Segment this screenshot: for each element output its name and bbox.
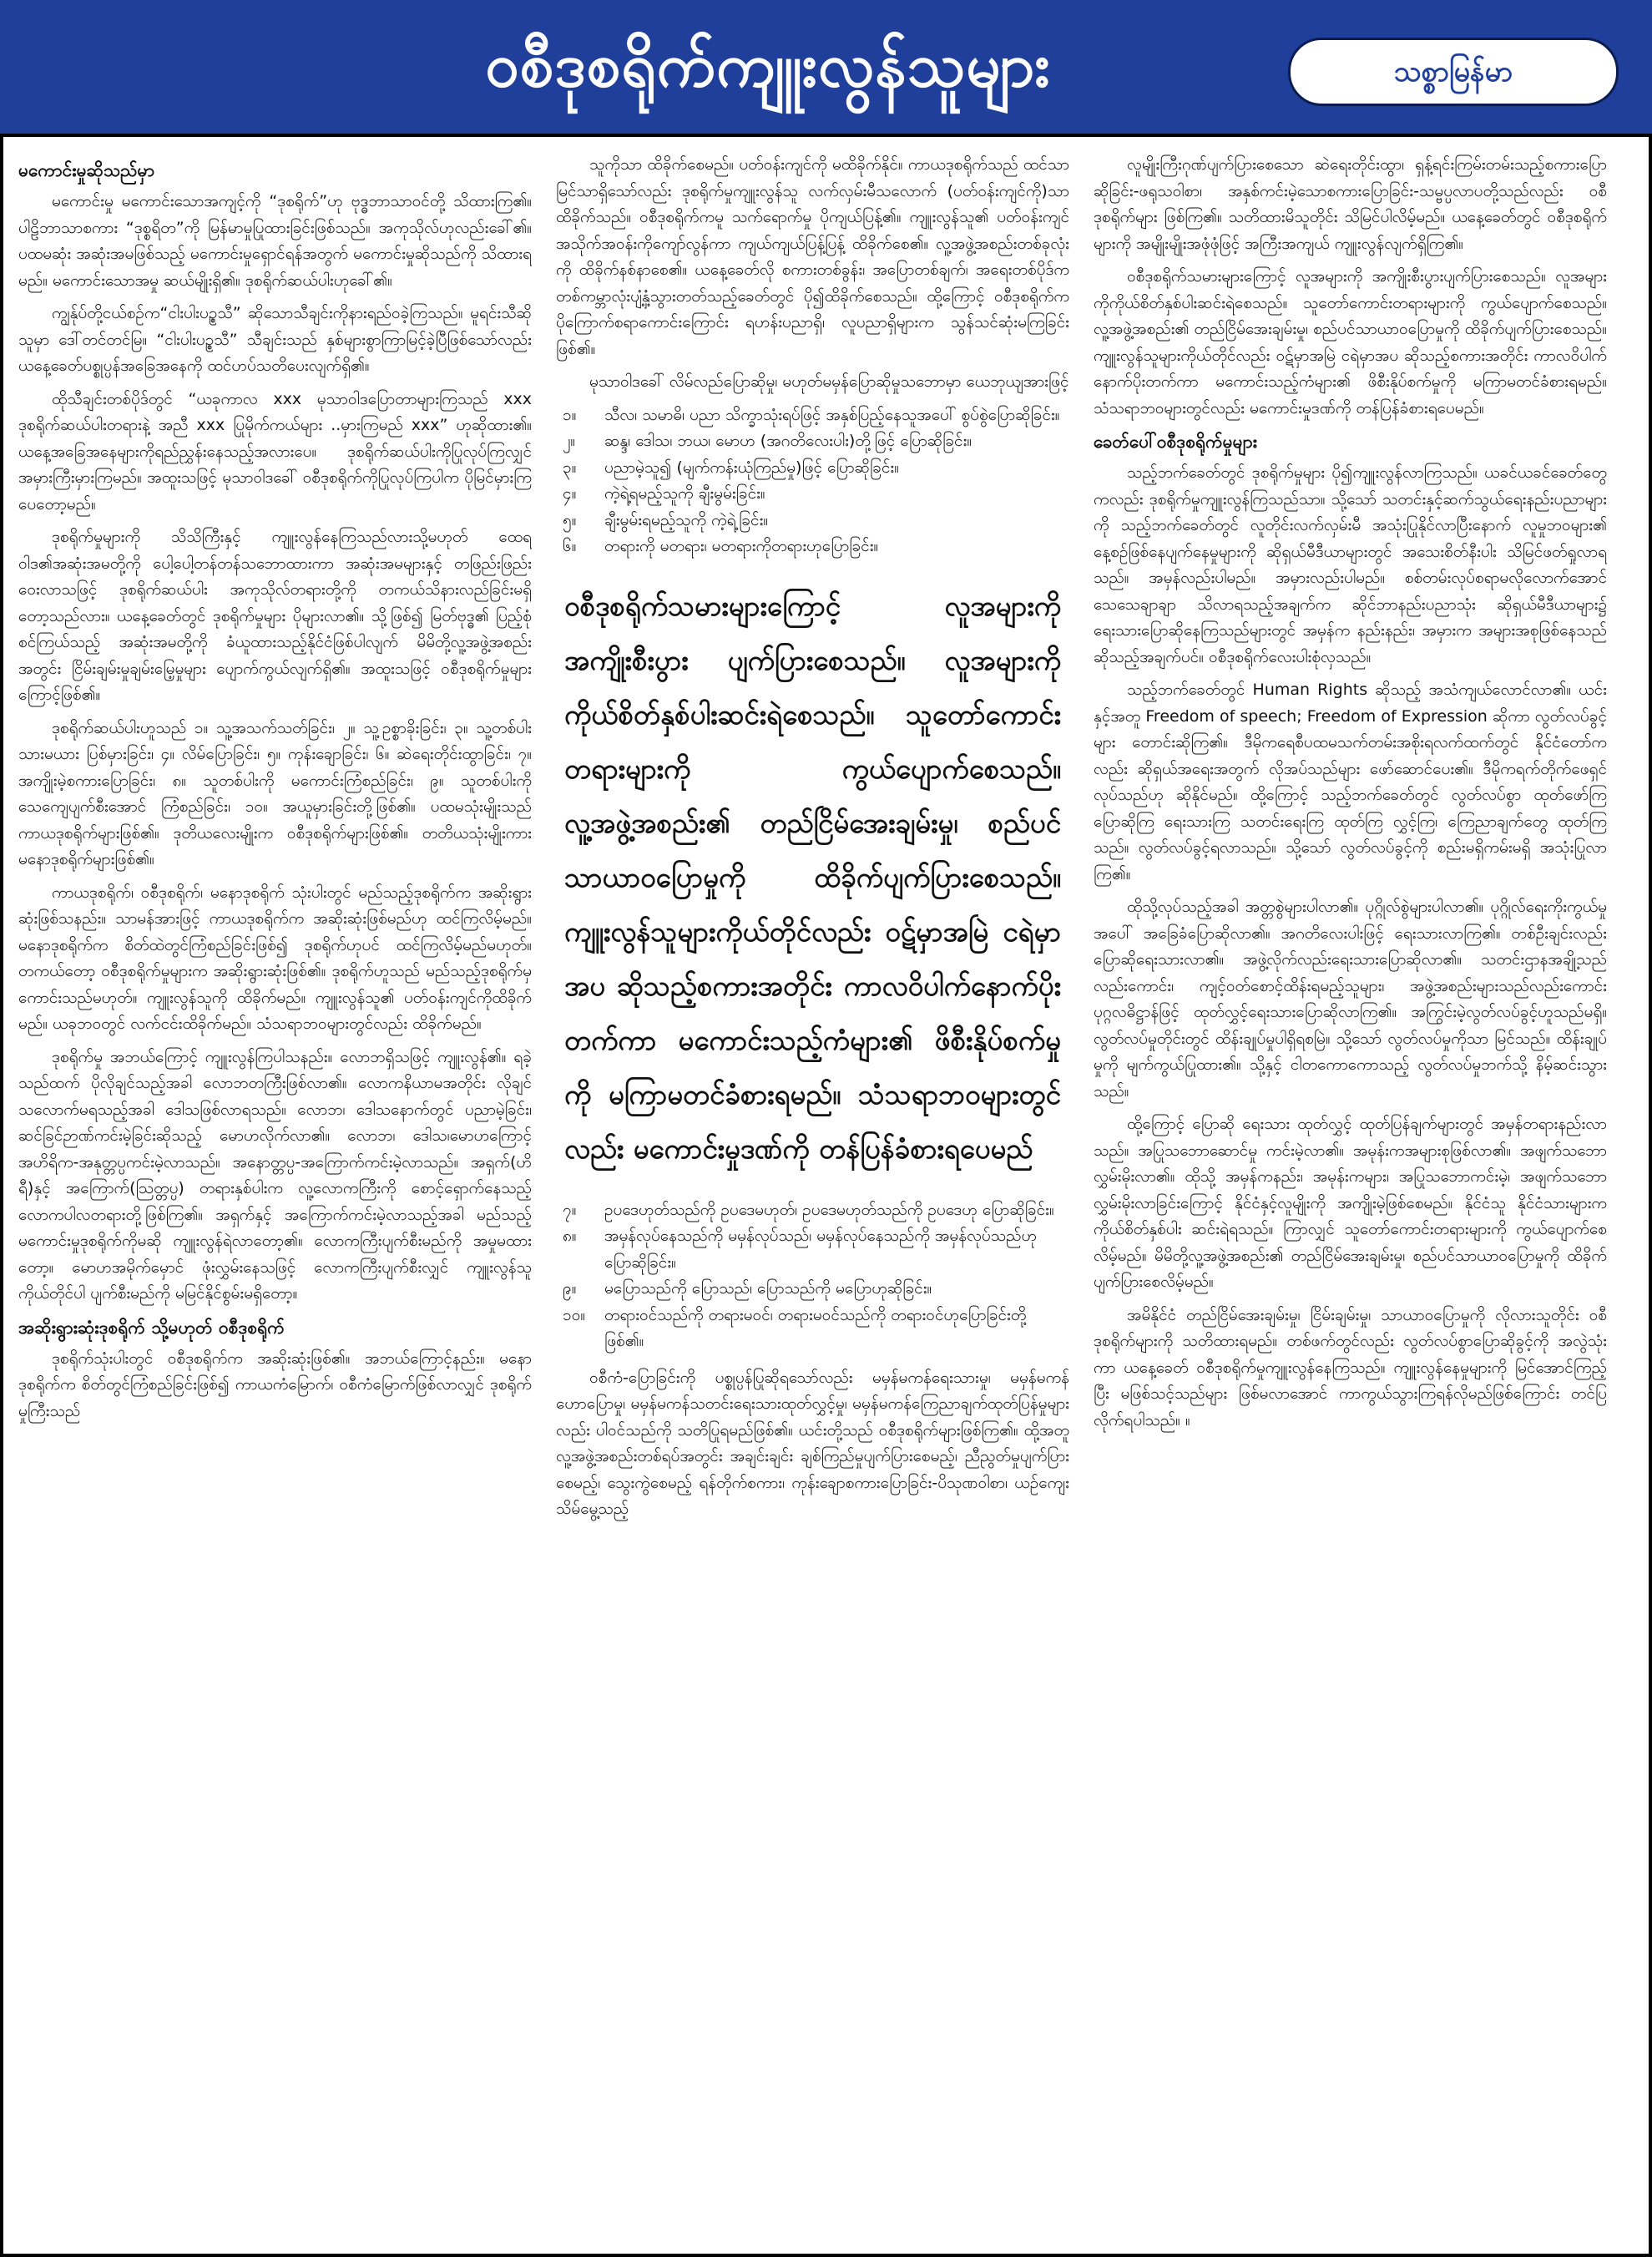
list-item <box>556 1197 1069 1224</box>
paragraph: သည့်ဘက်ခေတ်တွင် Human Rights ဆိုသည့် အသံကျယ်လောင်လာ၏။ ယင်းနှင့်အတူ Freedom of speech; Freedom of Expression ဆိုကာ လွတ်လပ်ခွင့်များ တောင်းဆိုကြ၏။ ဒီမိုကရေစီပထမသက်တမ်းအစိုးရလက်ထက်တွင် နိုင်ငံတော်ကလည်း ဆိုရှယ်အရေးအတွက် လိုအပ်သည်များ ဖော်ဆောင်ပေး၏။ ဒီမိုကရက်တိုက်ဖေရှင်လုပ်သည်ဟု ဆိုနိုင်မည်။ ထို့ကြောင့် သည့်ဘက်ခေတ်တွင် လွတ်လပ်စွာ ထုတ်ဖော်ကြ ပြောဆိုကြ ရေးသားကြ သတင်းရေးကြ ထုတ်ကြ လွှင့်ကြ၊ ကြေညာချက်တွေ ထုတ်ကြသည်။ လွတ်လပ်ခွင့်ရလာသည်။ သို့သော် လွတ်လပ်ခွင့်ကို စည်းမရှိကမ်းမရှိ အသုံးပြုလာကြ၏။ <box>1094 681 1607 883</box>
column-right <box>1094 152 1607 2242</box>
list-item <box>556 508 1069 534</box>
paragraph: ဝစီဒုစရိုက်သမားများကြောင့် လူအများကို အကျိုးစီးပွားပျက်ပြားစေသည်။ လူအများကိုကိုယ်စိတ်နှစ်ပါးဆင်းရဲစေသည်။ သူတော်ကောင်းတရားများကို ကွယ်ပျောက်စေသည်။ လူ့အဖွဲ့အစည်း၏ တည်ငြိမ်အေးချမ်းမှု၊ စည်ပင်သာယာဝပြောမှုကို ထိခိုက်ပျက်ပြားစေသည်။ ကျူးလွန်သူများကိုယ်တိုင်လည်း ဝဋ်မှာအမြဲ ငရဲမှာအပ ဆိုသည့်စကားအတိုင်း ကာလဝိပါက်နောက်ပိုးတက်ကာ မကောင်းသည့်ကံများ၏ ဖိစီးနိုပ်စက်မှုကို မကြာမတင်ခံစားရမည်။ သံသရာဘဝများတွင်လည်း မကောင်းမှုဒဏ်ကို တန်ပြန်ခံစားရပေမည်။ <box>1094 267 1607 417</box>
list-number: ၄။ <box>563 484 577 503</box>
list-number: ၁။ <box>563 405 577 424</box>
list-item <box>556 402 1069 429</box>
list-item <box>556 1303 1069 1355</box>
list-text: တရားဝင်သည်ကို တရားမဝင်၊ တရားမဝင်သည်ကို တရားဝင်ဟုပြောခြင်းတို့ဖြစ်၏။ <box>604 1305 1027 1350</box>
list-text: ဥပဒေဟုတ်သည်ကို ဥပဒေမဟုတ်၊ ဥပဒေမဟုတ်သည်ကို ဥပဒေဟု ပြောဆိုခြင်း။ <box>604 1200 1054 1219</box>
section-heading: ခေတ်ပေါ်ဝစီဒုစရိုက်မှုများ <box>1094 432 1257 452</box>
list-text: ဆန္ဒ၊ ဒေါသ၊ ဘယ၊ မောဟ (အဂတိလေးပါး)တို့ဖြင့် ပြောဆိုခြင်း။ <box>604 432 973 450</box>
list-item <box>556 481 1069 508</box>
paragraph: သည့်ဘက်ခေတ်တွင် ဒုစရိုက်မှုများ ပို၍ကျူးလွန်လာကြသည်။ ယခင်ယခင်ခေတ်တွေကလည်း ဒုစရိုက်မှုကျူးလွန်ကြသည်သာ။ သို့သော် သတင်းနှင့်ဆက်သွယ်ရေးနည်းပညာများကို သည့်ဘက်ခေတ်တွင် လူတိုင်းလက်လှမ်းမီ အသုံးပြုနိုင်လာပြီးနောက် လူမှုဘဝများ၏ နေ့စဉ်ဖြစ်နေပျက်နေမှုများကို ဆိုရှယ်မီဒီယာများတွင် အသေးစိတ်နီးပါး သိမြင်ဖတ်ရှုလာရသည်။ အမှန်လည်းပါမည်။ အမှားလည်းပါမည်။ စစ်တမ်းလုပ်စရာမလိုလောက်အောင် သေသေချာချာ သိလာရသည့်အချက်က ဆိုင်ဘာနည်းပညာသုံး ဆိုရှယ်မီဒီယာများ၌ ရေးသားပြောဆိုနေကြသည်များတွင် အမှန်က နည်းနည်း၊ အမှားက အများအစုဖြစ်နေသည်ဆိုသည့်အချက်ပင်။ ဝစီဒုစရိုက်လေးပါးစုံလှသည်။ <box>1094 463 1607 666</box>
paragraph: ကာယဒုစရိုက်၊ ဝစီဒုစရိုက်၊ မနောဒုစရိုက် သုံးပါးတွင် မည်သည့်ဒုစရိုက်က အဆိုးရွားဆုံးဖြစ်သနည်း။ သာမန်အားဖြင့် ကာယဒုစရိုက်က အဆိုးဆုံးဖြစ်မည်ဟု ထင်ကြလိမ့်မည်။ မနောဒုစရိုက်က စိတ်ထဲတွင်ကြံစည်ခြင်းဖြစ်၍ ဒုစရိုက်ဟုပင် ထင်ကြလိမ့်မည်မဟုတ်။ တကယ်တော့ ဝစီဒုစရိုက်မှုများက အဆိုးရွားဆုံးဖြစ်၏။ ဒုစရိုက်ဟူသည် မည်သည့်ဒုစရိုက်မှကောင်းသည်မဟုတ်။ ကျူးလွန်သူကို ထိခိုက်မည်။ ကျူးလွန်သူ၏ ပတ်ဝန်းကျင်ကိုထိခိုက်မည်။ ယခုဘဝတွင် လက်ငင်းထိခိုက်မည်။ သံသရာဘဝများတွင်လည်း ထိခိုက်မည်။ <box>18 883 532 1033</box>
paragraph: ဒုစရိုက်မှုများကို သိသိကြီးနှင့် ကျူးလွန်နေကြသည်လားသို့မဟုတ် ထေရဝါဒ၏အဆုံးအမတို့ကို ပေါ့ပေါ့တန်တန်သဘောထားကာ အဆုံးအမများနှင့် တဖြည်းဖြည်းဝေးလာသဖြင့် ဒုစရိုက်ဆယ်ပါး အကုသိုလ်တရားတို့ကို တကယ်သိနားလည်ခြင်းမရှိတော့သည်လား။ ယနေ့ခေတ်တွင် ဒုစရိုက်မှုများ ပိုများလာ၏။ သို့ဖြစ်၍ မြတ်ဗုဒ္ဓ၏ ပြည့်စုံစင်ကြယ်သည့် အဆုံးအမတို့ကို ခံယူထားသည့်နိုင်ငံဖြစ်ပါလျက် မိမိတို့လူ့အဖွဲ့အစည်းအတွင်း ငြိမ်းချမ်းမှုချမ်းမြေ့မှုများ ပျောက်ကွယ်လျက်ရှိ၏။ အထူးသဖြင့် ဝစီဒုစရိုက်မှုများကြောင့်ဖြစ်၏။ <box>18 528 532 704</box>
paragraph: ဒုစရိုက်ဆယ်ပါးဟူသည် ၁။ သူ့အသက်သတ်ခြင်း၊ ၂။ သူ့ဥစ္စာခိုးခြင်း၊ ၃။ သူ့တစ်ပါးသားမယား ပြစ်မှားခြင်း၊ ၄။ လိမ်ပြောခြင်း၊ ၅။ ကုန်းချောခြင်း၊ ၆။ ဆဲရေးတိုင်းထွာခြင်း၊ ၇။ အကျိုးမဲ့စကားပြောခြင်း၊ ၈။ သူတစ်ပါးကို မကောင်းကြံစည်ခြင်း၊ ၉။ သူတစ်ပါးကိုသေကျေပျက်စီးအောင် ကြံစည်ခြင်း၊ ၁၀။ အယူမှားခြင်းတို့ဖြစ်၏။ ပထမသုံးမျိုးသည် ကာယဒုစရိုက်များဖြစ်၏။ ဒုတိယလေးမျိုးက ဝစီဒုစရိုက်များဖြစ်၏။ တတိယသုံးမျိုးကား မနောဒုစရိုက်များဖြစ်၏။ <box>18 718 532 868</box>
numbered-list <box>556 402 1069 560</box>
paragraph: သူကိုသာ ထိခိုက်စေမည်။ ပတ်ဝန်းကျင်ကို မထိခိုက်နိုင်။ ကာယဒုစရိုက်သည် ထင်သာမြင်သာရှိသော်လည်း ဒုစရိုက်မှုကျူးလွန်သူ လက်လှမ်းမီသလောက် (ပတ်ဝန်းကျင်ကို)သာ ထိခိုက်သည်။ ဝစီဒုစရိုက်ကမူ သက်ရောက်မှု ပိုကျယ်ပြန့်၏။ ကျူးလွန်သူ၏ ပတ်ဝန်းကျင်အသိုက်အဝန်းကိုကျော်လွန်ကာ ကျယ်ကျယ်ပြန့်ပြန့် ထိခိုက်စေ၏။ လူ့အဖွဲ့အစည်းတစ်ခုလုံးကို ထိခိုက်နစ်နာစေ၏။ ယနေ့ခေတ်လို စကားတစ်ခွန်း၊ အပြောတစ်ချက်၊ အရေးတစ်ပိုဒ်က တစ်ကမ္ဘာလုံးပျံ့နှံ့သွားတတ်သည့်ခေတ်တွင် ပို၍ထိခိုက်စေသည်။ ထို့ကြောင့် ဝစီဒုစရိုက်က ပိုကြောက်စရာကောင်းကြောင်း ရဟန်းပညာရှိ၊ လူပညာရှိများက သွန်သင်ဆုံးမကြခြင်းဖြစ်၏။ <box>556 155 1069 358</box>
article-title: ဝစီဒုစရိုက်ကျူးလွန်သူများ <box>485 30 1051 100</box>
numbered-list <box>556 1197 1069 1355</box>
list-number: ၇။ <box>563 1200 577 1219</box>
column-left <box>18 152 532 2242</box>
paragraph: ထိုသို့လုပ်သည့်အခါ အတ္တစွဲများပါလာ၏။ ပုဂ္ဂိုလ်စွဲများပါလာ၏။ ပုဂ္ဂိုလ်ရေးကိုးကွယ်မှုအပေါ် အခြေခံပြောဆိုလာ၏။ အဂတိလေးပါးဖြင့် ရေးသားလာကြ၏။ တစ်ဦးချင်းလည်း ပြောဆိုရေးသားလာ၏။ အဖွဲ့လိုက်လည်းရေးသားပြောဆိုလာ၏။ သတင်းဌာနအချို့သည်လည်းကောင်း၊ ကျင့်ဝတ်စောင့်ထိန်းရမည့်သူများ၊ အဖွဲ့အစည်းများသည်လည်းကောင်း ပုဂ္ဂလဓိဋ္ဌာန်ဖြင့် ထုတ်လွှင့်ရေးသားပြောဆိုလာကြ၏။ အကြွင်းမဲ့လွတ်လပ်ခွင့်ဟူသည်မရှိ။ လွတ်လပ်မှုတိုင်းတွင် ထိန်းချုပ်မှုပါရှိရစမြဲ။ သို့သော် လွတ်လပ်မှုကိုသာ မြင်သည်။ ထိန်းချုပ်မှုကို မျက်ကွယ်ပြုထား၏။ သို့နှင့် ငါတကောကောသည့် လွတ်လပ်မှုဘက်သို့ နိမ့်ဆင်းသွားသည်။ <box>1094 898 1607 1101</box>
paragraph: လူမျိုးကြီးဂုဏ်ပျက်ပြားစေသော ဆဲရေးတိုင်းထွာ၊ ရှန့်ရင်းကြမ်းတမ်းသည့်စကားပြောဆိုခြင်း-ဖရုသဝါစာ၊ အနှစ်ကင်းမဲ့သောစကားပြောခြင်း-သမ္ဗပ္ပလာပတို့သည်လည်း ဝစီဒုစရိုက်များ ဖြစ်ကြ၏။ သတိထားမိသူတိုင်း သိမြင်ပါလိမ့်မည်။ ယနေ့ခေတ်တွင် ဝစီဒုစရိုက်များကို အမျိုးမျိုးအဖုံဖုံဖြင့် အကြီးအကျယ် ကျူးလွန်လျက်ရှိကြ၏။ <box>1094 155 1607 253</box>
list-text: ကဲ့ရဲ့ရမည့်သူကို ချီးမွမ်းခြင်း။ <box>604 484 765 503</box>
paragraph: မုသာဝါဒခေါ် လိမ်လည်ပြောဆိုမှု၊ မဟုတ်မမှန်ပြောဆိုမှုသဘောမှာ ယေဘုယျအားဖြင့် <box>589 372 1069 391</box>
paragraph: ထိုသီချင်းတစ်ပိုဒ်တွင် “ယခုကာလ xxx မုသာဝါဒပြောတာများကြသည် xxx ဒုစရိုက်ဆယ်ပါးတရားနဲ့ အညီ xxx ပြုမိုက်ကယ်များ ..မှားကြမည် xxx” ဟုဆိုထား၏။ ယနေ့အခြေအနေများကိုရည်ညွှန်းနေသည့်အလားပေ။ ဒုစရိုက်ဆယ်ပါးကိုပြုလုပ်ကြလျှင် အမှားကြီးမှားကြမည်။ အထူးသဖြင့် မုသာဝါဒခေါ် ဝစီဒုစရိုက်ကိုပြုလုပ်ကြပါက ပိုမြင်မှားကြပေတော့မည်။ <box>18 389 532 514</box>
section-heading: မကောင်းမှုဆိုသည်မှာ <box>18 160 155 180</box>
list-number: ၈။ <box>563 1227 577 1245</box>
list-text: ပညာမဲ့သူ၍ (မျက်ကန်းယုံကြည်မှု)ဖြင့် ပြောဆိုခြင်း။ <box>604 458 899 477</box>
list-item <box>556 428 1069 455</box>
column-middle <box>556 152 1069 2242</box>
list-number: ၉။ <box>563 1279 577 1298</box>
section-heading: အဆိုးရွားဆုံးဒုစရိုက် သို့မဟုတ် ဝစီဒုစရိုက် <box>18 1317 285 1338</box>
pull-quote: ဝစီဒုစရိုက်သမားများကြောင့် လူအများကို အကျိုးစီးပွား ပျက်ပြားစေသည်။ လူအများကို ကိုယ်စိတ်နှစ်ပါးဆင်းရဲစေသည်။ သူတော်ကောင်းတရားများကို ကွယ်ပျောက်စေသည်။ လူ့အဖွဲ့အစည်း၏ တည်ငြိမ်အေးချမ်းမှု၊ စည်ပင်သာယာဝပြောမှုကို ထိခိုက်ပျက်ပြားစေသည်။ ကျူးလွန်သူများကိုယ်တိုင်လည်း ဝဋ်မှာအမြဲ ငရဲမှာအပ ဆိုသည့်စကားအတိုင်း ကာလဝိပါက်နောက်ပိုးတက်ကာ မကောင်းသည့်ကံများ၏ ဖိစီးနိုပ်စက်မှုကို မကြာမတင်ခံစားရမည်။ သံသရာဘဝများတွင်လည်း မကောင်းမှုဒဏ်ကို တန်ပြန်ခံစားရပေမည် <box>564 589 1061 1165</box>
list-number: ၃။ <box>563 458 577 477</box>
paragraph: ဝစီကံ-ပြောခြင်းကို ပစ္စုပ္ပန်ပြုဆိုရသော်လည်း မမှန်မကန်ရေးသားမှု၊ မမှန်မကန်ဟောပြောမှု၊ မမှန်မကန်သတင်းရေးသားထုတ်လွှင့်မှု၊ မမှန်မကန်ကြေညာချက်ထုတ်ပြန်မှုများလည်း ပါဝင်သည်ကို သတိပြုရမည်ဖြစ်၏။ ယင်းတို့သည် ဝစီဒုစရိုက်များဖြစ်ကြ၏။ ထို့အတူ လူ့အဖွဲ့အစည်းတစ်ရပ်အတွင်း အချင်းချင်း ချစ်ကြည်မှုပျက်ပြားစေမည့်၊ ညီညွတ်မှုပျက်ပြားစေမည့်၊ သွေးကွဲစေမည့် ရန်တိုက်စကား၊ ကုန်းချောစကားပြောခြင်း-ပိသုဏဝါစာ၊ ယဉ်ကျေးသိမ်မွေ့သည့် <box>556 1368 1069 1518</box>
title-banner <box>0 0 1652 137</box>
paragraph: ထို့ကြောင့် ပြောဆို ရေးသား ထုတ်လွှင့် ထုတ်ပြန်ချက်များတွင် အမှန်တရားနည်းလာသည်။ အပြုသဘောဆောင်မှု ကင်းမဲ့လာ၏။ အမုန်းကအများစုဖြစ်လာ၏။ အဖျက်သဘောလွှမ်းမိုးလာ၏။ ထိုသို့ အမှန်ကနည်း၊ အမုန်းကများ၊ အပြုသဘောကင်းမဲ့၊ အဖျက်သဘော လွှမ်းမိုးလာခြင်းကြောင့် နိုင်ငံနှင့်လူမျိုးကို အကျိုးမဲ့ဖြစ်စေမည်။ နိုင်ငံသူ နိုင်ငံသားများက ကိုယ်စိတ်နှစ်ပါး ဆင်းရဲရသည်။ ကြာလျှင် သူတော်ကောင်းတရားများကို ကွယ်ပျောက်စေလိမ့်မည်။ မိမိတို့လူ့အဖွဲ့အစည်း၏ တည်ငြိမ်အေးချမ်းမှု၊ စည်ပင်သာယာဝပြောမှုကို ထိခိုက်ပျက်ပြားစေလိမ့်မည်။ <box>1094 1115 1607 1291</box>
list-number: ၁၀။ <box>563 1305 586 1324</box>
list-text: တရားကို မတရား၊ မတရားကိုတရားဟုပြောခြင်း။ <box>604 537 879 555</box>
list-item <box>556 1276 1069 1303</box>
list-text: အမှန်လုပ်နေသည်ကို မမှန်လုပ်သည်၊ မမှန်လုပ်နေသည်ကို အမှန်လုပ်သည်ဟု ပြောဆိုခြင်း။ <box>604 1227 1038 1272</box>
list-text: မပြောသည်ကို ပြောသည်၊ ပြောသည်ကို မပြောဟုဆိုခြင်း။ <box>604 1279 932 1298</box>
article-body <box>0 134 1652 2257</box>
paragraph: ဒုစရိုက်မှု အဘယ်ကြောင့် ကျူးလွန်ကြပါသနည်း။ လောဘရှိသဖြင့် ကျူးလွန်၏။ ရခဲ့သည်ထက် ပိုလိုချင်သည့်အခါ လောဘတကြီးဖြစ်လာ၏။ လောကနိယာမအတိုင်း လိုချင်သလောက်မရသည့်အခါ ဒေါသဖြစ်လာရသည်။ လောဘ၊ ဒေါသနောက်တွင် ပညာမဲ့ခြင်း၊ ဆင်ခြင်ဉာဏ်ကင်းမဲ့ခြင်းဆိုသည့် မောဟလိုက်လာ၏။ လောဘ၊ ဒေါသ၊မောဟကြောင့် အဟိရိက-အနုတ္တပ္ပကင်းမဲ့လာသည်။ အနောတ္တပ္ပ-အကြောက်ကင်းမဲ့လာသည်။ အရှက်(ဟိရီ)နှင့် အကြောက်(ဩတ္တပ္ပ) တရားနှစ်ပါးက လူ့လောကကြီးကို စောင့်ရှောက်နေသည့် လောကပါလတရားတို့ဖြစ်ကြ၏။ အရှက်နှင့် အကြောက်ကင်းမဲ့လာသည့်အခါ မည်သည့်မကောင်းမှုဒုစရိုက်ကိုမဆို ကျူးလွန်ရဲလာတော့၏။ လောကကြီးပျက်စီးမည်ကို အမှုမထားတော့။ မောဟအမိုက်မှောင် ဖုံးလွှမ်းနေသဖြင့် လောကကြီးပျက်စီးလျှင် ကျူးလွန်သူကိုယ်တိုင်ပါ ပျက်စီးမည်ကို မမြင်နိုင်စွမ်းမရှိတော့။ <box>18 1047 532 1303</box>
list-item <box>556 534 1069 560</box>
paragraph: မကောင်းမှု မကောင်းသောအကျင့်ကို “ဒုစရိုက်”ဟု ဗုဒ္ဓဘာသာဝင်တို့ သိထားကြ၏။ ပါဠိဘာသာစကား “ဒုစ္စရိတ”ကို မြန်မာမှုပြုထားခြင်းဖြစ်သည်။ အကုသိုလ်ဟုလည်းခေါ်၏။ ပထမဆုံး အဆုံးအမဖြစ်သည့် မကောင်းမှုရှောင်ရန်အတွက် မကောင်းမှုဆိုသည်ကို သိထားရမည်။ မကောင်းသောအမှု ဆယ်မျိုးရှိ၏။ ဒုစရိုက်ဆယ်ပါးဟုခေါ်၏။ <box>18 192 532 290</box>
list-number: ၂။ <box>563 432 576 450</box>
paragraph: ကျွန်ုပ်တို့ငယ်စဉ်က“ငါးပါးပဥ္စသီ” ဆိုသောသီချင်းကိုနားရည်ဝခဲ့ကြသည်။ မူရင်းသီဆိုသူမှာ ဒေါ်တင်တင်မြ။ “ငါးပါးပဥ္စသီ” သီချင်းသည် နှစ်များစွာကြာမြင့်ခဲ့ပြီဖြစ်သော်လည်း ယနေ့ခေတ်ပစ္စုပ္ပန်အခြေအနေကို ထင်ဟပ်သတိပေးလျက်ရှိ၏။ <box>18 304 532 375</box>
paragraph: ဒုစရိုက်သုံးပါးတွင် ဝစီဒုစရိုက်က အဆိုးဆုံးဖြစ်၏။ အဘယ်ကြောင့်နည်း။ မနောဒုစရိုက်က စိတ်တွင်ကြံစည်ခြင်းဖြစ်၍ ကာယကံမြောက်၊ ဝစီကံမြောက်ဖြစ်လာလျှင် ဒုစရိုက်မှုကြီးသည် <box>18 1349 532 1420</box>
list-text: သီလ၊ သမာဓိ၊ ပညာ သိက္ခာသုံးရပ်ဖြင့် အနှစ်ပြည့်နေသူအပေါ် စွပ်စွဲပြောဆိုခြင်း။ <box>604 405 1060 424</box>
list-text: ချီးမွမ်းရမည့်သူကို ကဲ့ရဲ့ခြင်း။ <box>604 510 769 529</box>
publication-badge: သစ္စာမြန်မာ <box>1288 38 1619 106</box>
paragraph: အမိနိုင်ငံ တည်ငြိမ်အေးချမ်းမှု၊ ငြိမ်းချမ်းမှု၊ သာယာဝပြောမှုကို လိုလားသူတိုင်း ဝစီဒုစရိုက်များကို သတိထားရမည်။ တစ်ဖက်တွင်လည်း လွတ်လပ်စွာပြောဆိုခွင့်ကို အလွဲသုံးကာ ယနေ့ခေတ် ဝစီဒုစရိုက်မှုကျူးလွန်နေကြသည်။ ကျူးလွန်နေမှုများကို မြင်အောင်ကြည့်ပြီး မဖြစ်သင့်သည်များ ဖြစ်မလာအောင် ကာကွယ်သွားကြရန်လိုမည်ဖြစ်ကြောင်း တင်ပြလိုက်ရပါသည်။ ။ <box>1094 1305 1607 1430</box>
list-number: ၅။ <box>563 510 577 529</box>
list-item <box>556 455 1069 482</box>
list-number: ၆။ <box>563 537 577 555</box>
list-item <box>556 1223 1069 1276</box>
